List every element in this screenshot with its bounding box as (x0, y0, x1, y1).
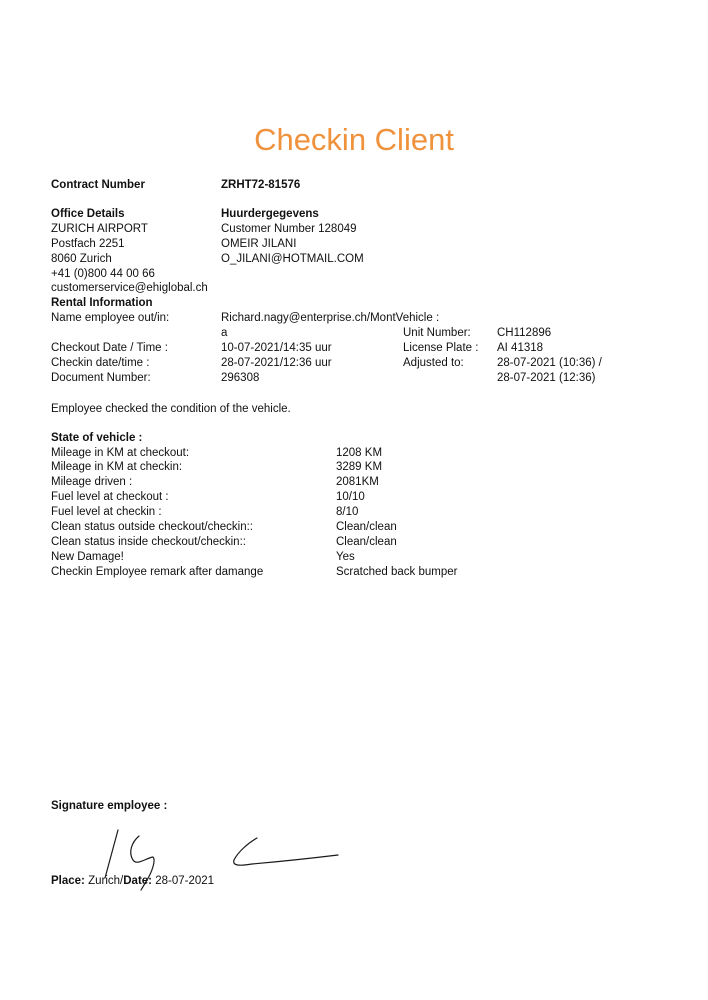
checkout-value: 10-07-2021/14:35 uur (221, 342, 332, 355)
spacer (221, 296, 439, 311)
date-label: Date: (123, 875, 153, 887)
checkout-label: Checkout Date / Time : (51, 342, 168, 355)
place-label: Place: (51, 875, 85, 887)
adjusted-to-label: Adjusted to: (403, 356, 464, 369)
state-row-label: Clean status outside checkout/checkin:: (51, 520, 254, 533)
employee-label: Name employee out/in: (51, 312, 170, 325)
place-date-line (51, 874, 214, 889)
adjusted-to-value: 28-07-2021 (10:36) / (497, 356, 602, 369)
state-row-label: Mileage driven : (51, 476, 133, 489)
office-line: 8060 Zurich (51, 252, 112, 265)
employee-value-continued: a (221, 327, 228, 340)
state-row-value: Clean/clean (336, 535, 397, 548)
state-row-value: 3289 KM (336, 461, 383, 474)
state-row-label: Mileage in KM at checkin: (51, 461, 183, 474)
office-line: ZURICH AIRPORT (51, 222, 148, 235)
contract-number-value: ZRHT72-81576 (221, 179, 301, 191)
rental-information-heading: Rental Information (51, 297, 153, 310)
place-value: Zurich/ (88, 875, 124, 887)
office-phone: +41 (0)800 44 00 66 (51, 267, 155, 280)
state-row-label: Mileage in KM at checkout: (51, 446, 190, 459)
state-row-value: Clean/clean (336, 520, 397, 533)
state-row-label: Clean status inside checkout/checkin:: (51, 535, 246, 548)
office-details (51, 207, 208, 386)
state-row-value: 2081KM (336, 476, 379, 489)
license-plate-value: AI 41318 (497, 342, 544, 355)
unit-number-label: Unit Number: (403, 327, 471, 340)
renter-details-heading: Huurdergegevens (221, 208, 319, 220)
state-values (336, 446, 457, 580)
document-number-value: 296308 (221, 371, 260, 384)
checkin-value: 28-07-2021/12:36 uur (221, 356, 332, 369)
state-row-value: 8/10 (336, 506, 359, 519)
signature-stroke (105, 830, 118, 878)
spacer (221, 267, 439, 282)
office-details-heading: Office Details (51, 208, 125, 220)
customer-number: Customer Number 128049 (221, 222, 357, 235)
contract-number-label: Contract Number (51, 179, 145, 191)
condition-note: Employee checked the condition of the vehicle. (51, 403, 291, 415)
signature-stroke (234, 838, 338, 865)
office-line: Postfach 2251 (51, 237, 125, 250)
spacer (51, 326, 208, 341)
state-row-label: Fuel level at checkout : (51, 491, 169, 504)
vehicle-labels (403, 326, 478, 371)
state-row-value: 10/10 (336, 491, 365, 504)
date-value: 28-07-2021 (155, 875, 215, 887)
employee-value: Richard.nagy@enterprise.ch/MontVehicle : (221, 312, 440, 325)
state-row-value: Scratched back bumper (336, 565, 458, 578)
license-plate-label: License Plate : (403, 342, 479, 355)
state-row-label: Fuel level at checkin : (51, 506, 162, 519)
customer-name: OMEIR JILANI (221, 237, 297, 250)
state-row-value: Yes (336, 550, 355, 563)
state-row-label: New Damage! (51, 550, 124, 563)
document-title: Checkin Client (254, 122, 454, 157)
adjusted-to-value-continued: 28-07-2021 (12:36) (497, 371, 596, 384)
state-row-label: Checkin Employee remark after damange (51, 565, 264, 578)
unit-number-value: CH112896 (497, 327, 552, 340)
signature-heading: Signature employee : (51, 800, 168, 812)
spacer (221, 281, 439, 296)
vehicle-values (497, 326, 602, 386)
state-of-vehicle-heading: State of vehicle : (51, 432, 143, 444)
checkin-label: Checkin date/time : (51, 356, 150, 369)
document-number-label: Document Number: (51, 371, 151, 384)
office-email: customerservice@ehiglobal.ch (51, 282, 208, 295)
customer-email: O_JILANI@HOTMAIL.COM (221, 252, 364, 265)
state-row-value: 1208 KM (336, 446, 383, 459)
state-labels (51, 446, 263, 580)
